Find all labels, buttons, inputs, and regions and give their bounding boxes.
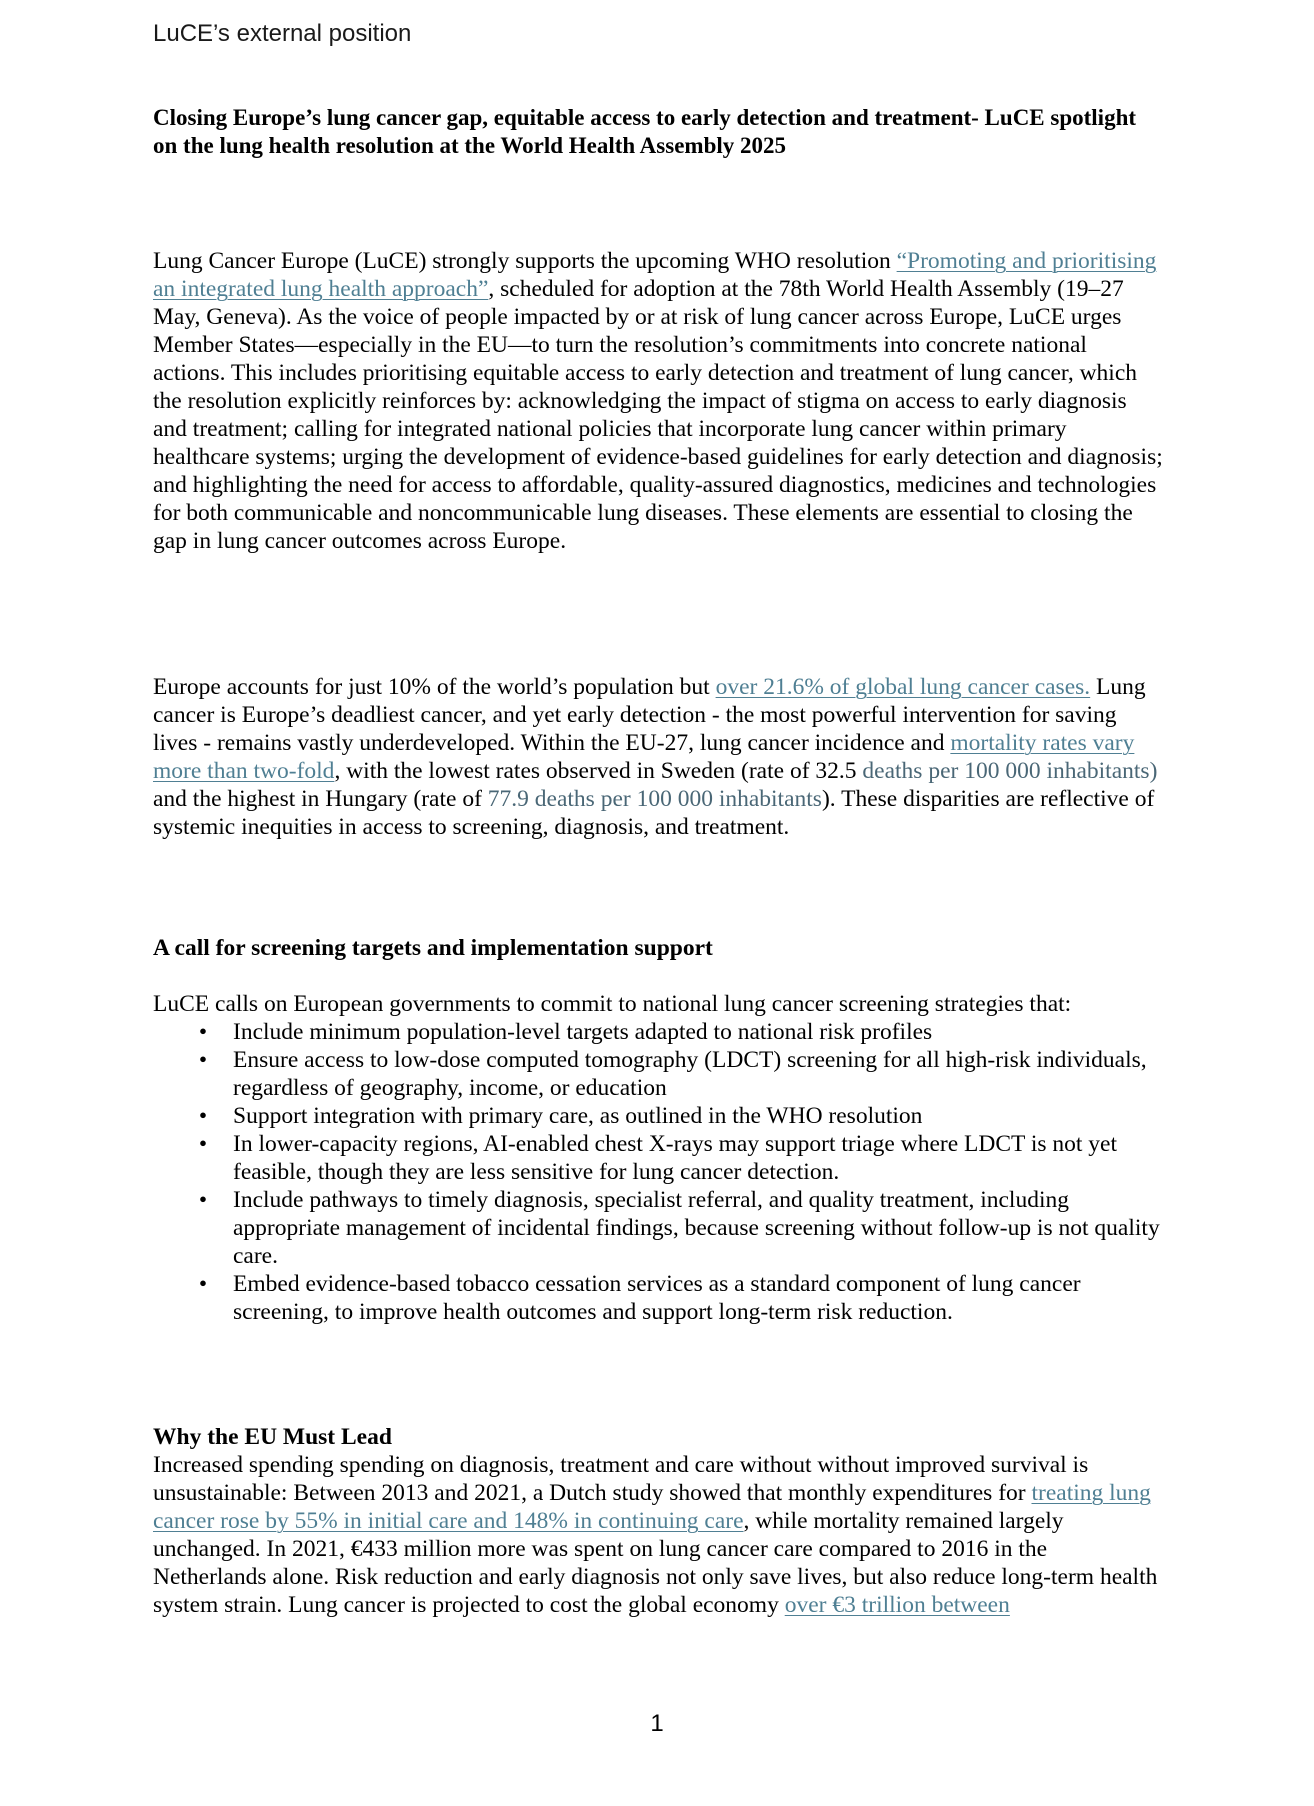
- europe-stats-text-2: Lung cancer is Europe’s deadliest cancer, and yet early detection - the most powerful intervention for saving lives - remains vastly underdeveloped. Within the EU-27, lung cancer incidence and: [153, 674, 1146, 756]
- bullet-icon: •: [198, 1019, 208, 1045]
- screening-section: [153, 990, 1163, 1326]
- screening-section-heading: A call for screening targets and implementation support: [153, 935, 713, 961]
- intro-paragraph: [153, 247, 1163, 555]
- eu-lead-paragraph: [153, 1451, 1163, 1619]
- bullet-icon: •: [198, 1271, 208, 1297]
- page-number: 1: [650, 1710, 664, 1737]
- list-item: [153, 1130, 1163, 1186]
- bullet-icon: •: [198, 1047, 208, 1073]
- global-cases-link[interactable]: over 21.6% of global lung cancer cases.: [715, 674, 1091, 700]
- europe-stats-text-1: Europe accounts for just 10% of the world’s population but: [153, 674, 716, 700]
- eu-lead-text-2: , while mortality remained largely unchanged. In 2021, €433 million more was spent on lung cancer care compared to 2016 in the Netherlands alone. Risk reduction and early diagnosis not only save lives, but also reduce long-term health system strain. Lung cancer is projected to cost the global economy: [153, 1508, 1158, 1618]
- list-item-text: Include minimum population-level targets adapted to national risk profiles: [233, 1019, 933, 1045]
- screening-list: [153, 1018, 1163, 1326]
- sweden-rate-text: deaths per 100 000 inhabitants): [862, 758, 1158, 784]
- hungary-rate-text: 77.9 deaths per 100 000 inhabitants: [487, 786, 822, 812]
- europe-stats-text-4: and the highest in Hungary (rate of: [153, 786, 488, 812]
- europe-stats-text-3: , with the lowest rates observed in Sweden (rate of 32.5: [334, 758, 863, 784]
- europe-stats-text-5: ). These disparities are reflective of systemic inequities in access to screening, diagnosis, and treatment.: [153, 786, 1155, 840]
- europe-stats-paragraph: [153, 673, 1163, 841]
- list-item: [153, 1102, 1163, 1130]
- screening-intro: LuCE calls on European governments to commit to national lung cancer screening strategies that:: [153, 991, 1072, 1017]
- list-item-text: Embed evidence-based tobacco cessation services as a standard component of lung cancer screening, to improve health outcomes and support long-term risk reduction.: [233, 1271, 1081, 1325]
- bullet-icon: •: [198, 1131, 208, 1157]
- eu-lead-text-1: Increased spending spending on diagnosis, treatment and care without without improved survival is unsustainable: Between 2013 and 2021, a Dutch study showed that monthly expenditures for: [153, 1452, 1089, 1506]
- list-item: [153, 1186, 1163, 1270]
- eu-lead-heading: Why the EU Must Lead: [153, 1424, 392, 1450]
- document-title: Closing Europe’s lung cancer gap, equitable access to early detection and treatment- LuCE spotlight on the lung health resolution at the World Health Assembly 2025: [153, 105, 1137, 158]
- intro-text-start: Lung Cancer Europe (LuCE) strongly supports the upcoming WHO resolution: [153, 248, 897, 274]
- list-item-text: Ensure access to low-dose computed tomography (LDCT) screening for all high-risk individuals, regardless of geography, income, or education: [233, 1047, 1147, 1101]
- who-resolution-link[interactable]: “Promoting and prioritising an integrated lung health approach”: [153, 248, 1157, 302]
- list-item: [153, 1046, 1163, 1102]
- treatment-costs-link[interactable]: treating lung cancer rose by 55% in initial care and 148% in continuing care: [153, 1480, 1151, 1534]
- list-item-text: Include pathways to timely diagnosis, specialist referral, and quality treatment, including appropriate management of incidental findings, because screening without follow-up is not quality care.: [233, 1187, 1160, 1269]
- list-item-text: Support integration with primary care, as outlined in the WHO resolution: [233, 1103, 923, 1129]
- document-header: LuCE’s external position: [153, 20, 412, 47]
- global-economy-cost-link[interactable]: over €3 trillion between: [784, 1592, 1010, 1618]
- bullet-icon: •: [198, 1103, 208, 1129]
- list-item-text: In lower-capacity regions, AI-enabled chest X-rays may support triage where LDCT is not yet feasible, though they are less sensitive for lung cancer detection.: [233, 1131, 1117, 1185]
- mortality-rates-link[interactable]: mortality rates vary more than two-fold: [153, 730, 1135, 784]
- list-item: [153, 1270, 1163, 1326]
- intro-text-end: , scheduled for adoption at the 78th World Health Assembly (19–27 May, Geneva). As the voice of people impacted by or at risk of lung cancer across Europe, LuCE urges Member States—especially in the EU—to turn the resolution’s commitments into concrete national actions. This includes prioritising equitable access to early detection and treatment of lung cancer, which the resolution explicitly reinforces by: acknowledging the impact of stigma on access to early diagnosis and treatment; calling for integrated national policies that incorporate lung cancer within primary healthcare systems; urging the development of evidence-based guidelines for early detection and diagnosis; and highlighting the need for access to affordable, quality-assured diagnostics, medicines and technologies for both communicable and noncommunicable lung diseases. These elements are essential to closing the gap in lung cancer outcomes across Europe.: [153, 276, 1163, 554]
- list-item: [153, 1018, 1163, 1046]
- bullet-icon: •: [198, 1187, 208, 1213]
